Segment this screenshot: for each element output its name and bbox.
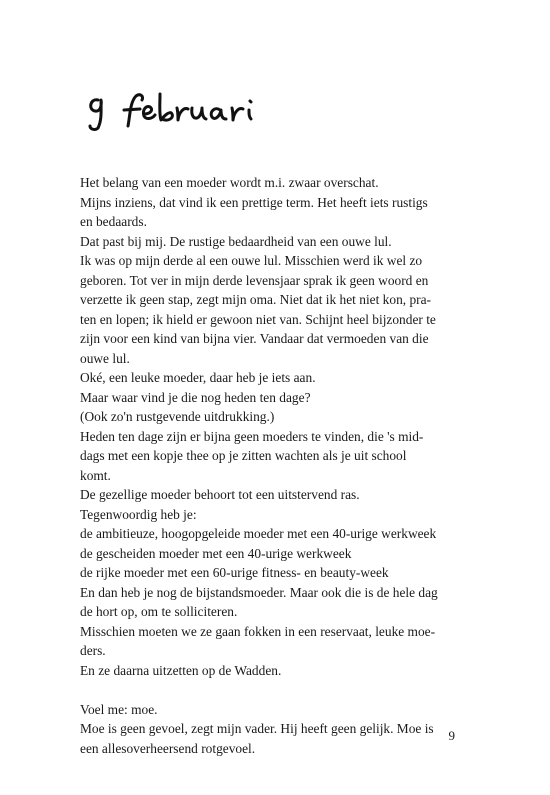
- text-line: de gescheiden moeder met een 40-urige werkweek: [80, 545, 352, 561]
- paragraph-2: [80, 700, 500, 759]
- text-line: geboren. Tot ver in mijn derde levensjaar sprak ik geen woord en: [80, 272, 429, 288]
- text-line: Het belang van een moeder wordt m.i. zwaar overschat.: [80, 175, 379, 190]
- text-line: de ambitieuze, hoogopgeleide moeder met een 40-urige werkweek: [80, 526, 437, 541]
- text-line: ten en lopen; ik hield er gewoon niet van. Schijnt heel bijzonder te: [80, 311, 436, 327]
- text-line: Mijns inziens, dat vind ik een prettige term. Het heeft iets rustigs: [80, 194, 428, 210]
- text-line: een allesoverheersend rotgevoel.: [80, 740, 256, 756]
- text-line: Tegenwoordig heb je:: [80, 506, 197, 522]
- handwritten-date-image: [84, 88, 284, 132]
- text-line: Maar waar vind je die nog heden ten dage?: [80, 389, 311, 405]
- text-line: En dan heb je nog de bijstandsmoeder. Maar ook die is de hele dag: [80, 584, 438, 600]
- text-line: en bedaards.: [80, 214, 147, 229]
- text-line: Ik was op mijn derde al een ouwe lul. Misschien werd ik wel zo: [80, 253, 423, 268]
- page-number: 9: [448, 728, 455, 743]
- text-line: Heden ten dage zijn er bijna geen moeders te vinden, die 's mid-: [80, 428, 424, 444]
- text-line: komt.: [80, 467, 111, 483]
- text-line: (Ook zo'n rustgevende uitdrukking.): [80, 409, 275, 424]
- paragraph-1: [80, 173, 500, 680]
- text-line: de rijke moeder met een 60-urige fitness- en beauty-week: [80, 565, 389, 580]
- text-line: Moe is geen gevoel, zegt mijn vader. Hij heeft geen gelijk. Moe is: [80, 721, 434, 736]
- text-line: ders.: [80, 643, 106, 658]
- text-line: ouwe lul.: [80, 350, 130, 366]
- text-line: dags met een kopje thee op je zitten wachten als je uit school: [80, 448, 407, 463]
- text-line: Oké, een leuke moeder, daar heb je iets aan.: [80, 370, 316, 385]
- text-line: de hort op, om te solliciteren.: [80, 604, 238, 619]
- text-line: En ze daarna uitzetten op de Wadden.: [80, 662, 282, 678]
- text-line: De gezellige moeder behoort tot een uitstervend ras.: [80, 487, 360, 502]
- text-line: Voel me: moe.: [80, 701, 158, 717]
- body-text: [80, 173, 500, 758]
- text-line: Dat past bij mij. De rustige bedaardheid van een ouwe lul.: [80, 233, 392, 249]
- chapter-title-handwritten: [84, 88, 284, 132]
- text-line: Misschien moeten we ze gaan fokken in een reservaat, leuke moe-: [80, 623, 436, 639]
- paragraph-spacer: [80, 680, 500, 700]
- text-line: zijn voor een kind van bijna vier. Vandaar dat vermoeden van die: [80, 331, 429, 346]
- text-line: verzette ik geen stap, zegt mijn oma. Niet dat ik het niet kon, pra-: [80, 292, 432, 307]
